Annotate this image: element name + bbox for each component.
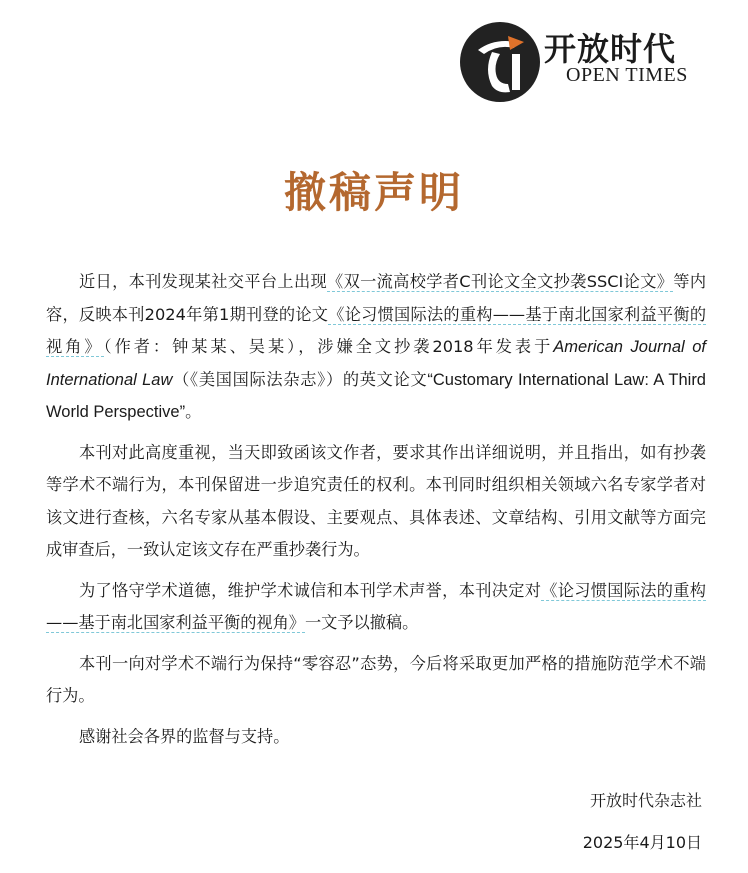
paragraph-4: 本刊一向对学术不端行为保持“零容忍”态势，今后将采取更加严格的措施防范学术不端行为。: [46, 653, 706, 705]
page-title: 撤稿声明: [283, 168, 464, 217]
original-paper-title: “Customary International Law: A Third World Perspective”: [46, 370, 706, 421]
p3-text-1: 为了恪守学术道德，维护学术诚信和本刊学术声誉，本刊决定对: [79, 580, 542, 600]
p1-text-5: 。: [185, 402, 202, 421]
signature-date: 2025年4月10日: [582, 833, 702, 852]
p3-text-2: 一文予以撤稿。: [305, 613, 419, 632]
paragraph-1: [46, 266, 706, 429]
statement-body: [46, 266, 706, 761]
p1-text-2: 等内容，反映本刊2024年第1期刊登的论文: [46, 272, 707, 324]
paragraph-2: 本刊对此高度重视，当天即致函该文作者，要求其作出详细说明，并且指出，如有抄袭等学术不端行为，本刊保留进一步追究责任的权利。本刊同时组织相关领域六名专家学者对该文进行查核，六名专家从基本假设、主要观点、具体表述、文章结构、引用文献等方面完成审查后，一致认定该文存在严重抄袭行为。: [46, 442, 706, 559]
logo-english-name: OPEN TIMES: [566, 64, 688, 86]
article-link-retracted-2[interactable]: 《论习惯国际法的重构——基于南北国家利益平衡的视角》: [46, 580, 706, 632]
paragraph-3: [46, 575, 706, 640]
article-link-retracted[interactable]: 《论习惯国际法的重构——基于南北国家利益平衡的视角》: [46, 304, 707, 356]
signature-org: 开放时代杂志社: [589, 791, 702, 810]
p1-text-1: 近日，本刊发现某社交平台上出现: [79, 272, 328, 291]
open-times-logo: [458, 18, 718, 102]
open-times-emblem-icon: [458, 20, 542, 104]
p1-text-3: （作者：钟某某、吴某），涉嫌全文抄袭2018年发表于: [103, 337, 554, 356]
paragraph-5: 感谢社会各界的监督与支持。: [79, 726, 290, 746]
logo-chinese-name: 开放时代: [544, 30, 677, 68]
journal-name: American Journal of International Law: [46, 338, 706, 389]
article-link-social[interactable]: 《双一流高校学者C刊论文全文抄袭SSCI论文》: [327, 272, 674, 291]
p1-text-4: （《美国国际法杂志》）的英文论文: [172, 369, 428, 389]
